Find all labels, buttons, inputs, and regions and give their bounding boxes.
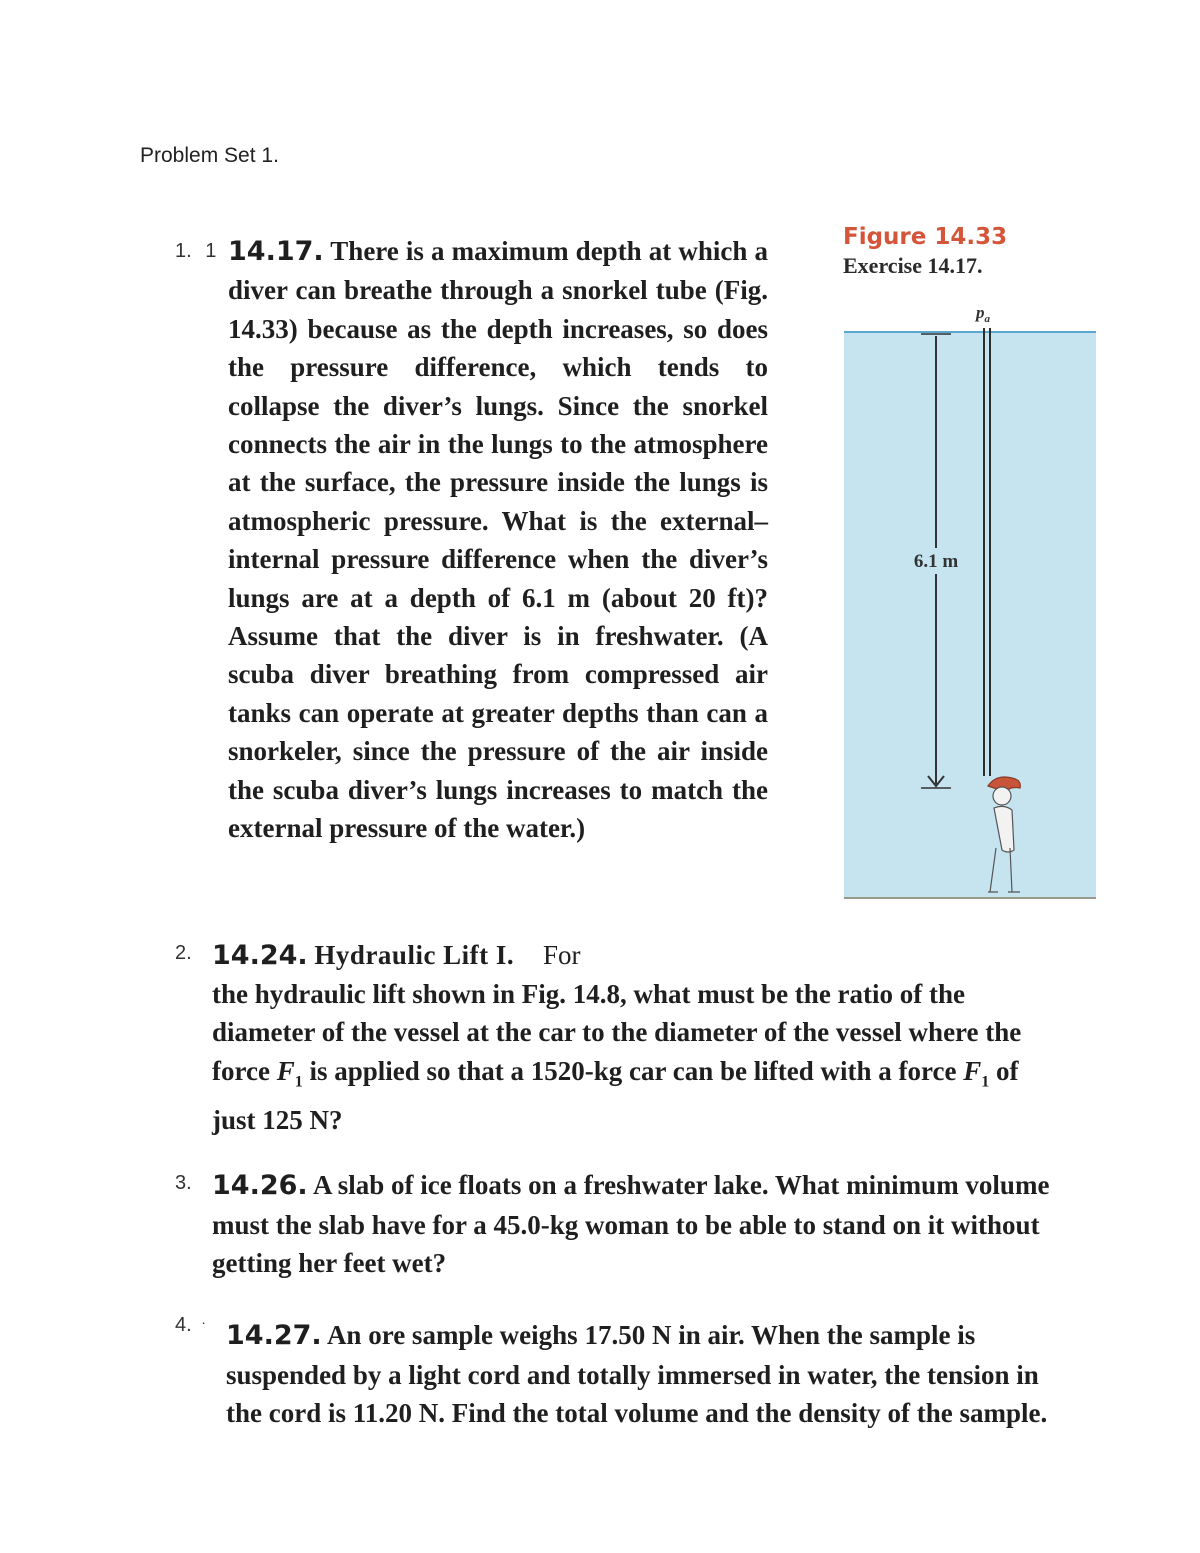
problem-body-2: is applied so that a 1520-kg car can be lifted with a force: [309, 1055, 957, 1086]
surface-pressure-label: [974, 303, 991, 325]
problem-title: Hydraulic Lift I.: [314, 940, 515, 970]
problem-number: 4.: [175, 1314, 192, 1336]
problem-2-text: [212, 936, 1052, 1139]
snorkel-diagram: [838, 296, 1100, 908]
problem-3-number: 3.: [175, 1172, 192, 1194]
problem-body-1: the hydraulic lift shown in Fig. 14.8, what must be the ratio of the diameter of the vessel at the car to the diameter of the vessel where the force: [212, 979, 1022, 1086]
problem-mark: ·: [201, 1314, 206, 1330]
problem-code: 14.17.: [228, 236, 324, 267]
problem-body: An ore sample weighs 17.50 N in air. When the sample is suspended by a light cord and totally immersed in water, the tension in the cord is 11.20 N. Find the total volume and the density of the sample.: [226, 1320, 1048, 1429]
surface-pressure-p: p: [976, 303, 985, 322]
problem-body: There is a maximum depth at which a diver can breathe through a snorkel tube (Fig. 14.33) because as the depth increases, so does the pressure difference, which tends to collapse the diver’s lungs. Since the snorkel connects the air in the lungs to the atmosphere at the surface, the pressure inside the lungs is atmospheric pressure. What is the external–internal pressure difference when the diver’s lungs are at a depth of 6.1 m (about 20 ft)? Assume that the diver is in freshwater. (A scuba diver breathing from compressed air tanks can operate at greater depths than can a snorkeler, since the pressure of the air inside the scuba diver’s lungs increases to match the external pressure of the water.): [228, 236, 768, 844]
problem-code: 14.26.: [212, 1170, 308, 1201]
problem-1-number: [175, 240, 216, 263]
problem-body: A slab of ice floats on a freshwater lake. What minimum volume must the slab have for a 45.0-kg woman to be able to stand on it without getting her feet wet?: [212, 1170, 1050, 1279]
depth-label: 6.1 m: [913, 551, 959, 572]
problem-3-text: [212, 1166, 1052, 1283]
force-symbol: F: [276, 1055, 295, 1086]
figure-caption: [843, 222, 1007, 280]
figure-label: Figure 14.33: [843, 224, 1008, 250]
problem-4-text: [226, 1316, 1066, 1433]
problem-body-3: of just 125 N?: [212, 1055, 1019, 1136]
water-body: [844, 332, 1096, 898]
problem-number: 1.: [175, 240, 192, 262]
problem-1-text: [228, 232, 768, 848]
surface-pressure-sub: a: [984, 313, 990, 325]
force-subscript: 1: [294, 1073, 303, 1090]
force-subscript: 1: [981, 1073, 990, 1090]
problem-2-number: 2.: [175, 942, 192, 964]
figure-subtitle: Exercise 14.17.: [843, 253, 983, 278]
force-symbol: F: [963, 1055, 982, 1086]
problem-code: 14.27.: [226, 1320, 322, 1351]
problem-code: 14.24.: [212, 940, 308, 971]
problem-4-number: [175, 1314, 206, 1337]
page-title: Problem Set 1.: [140, 144, 279, 167]
problem-prefix: 1: [205, 240, 217, 262]
problem-for: For: [542, 940, 581, 970]
